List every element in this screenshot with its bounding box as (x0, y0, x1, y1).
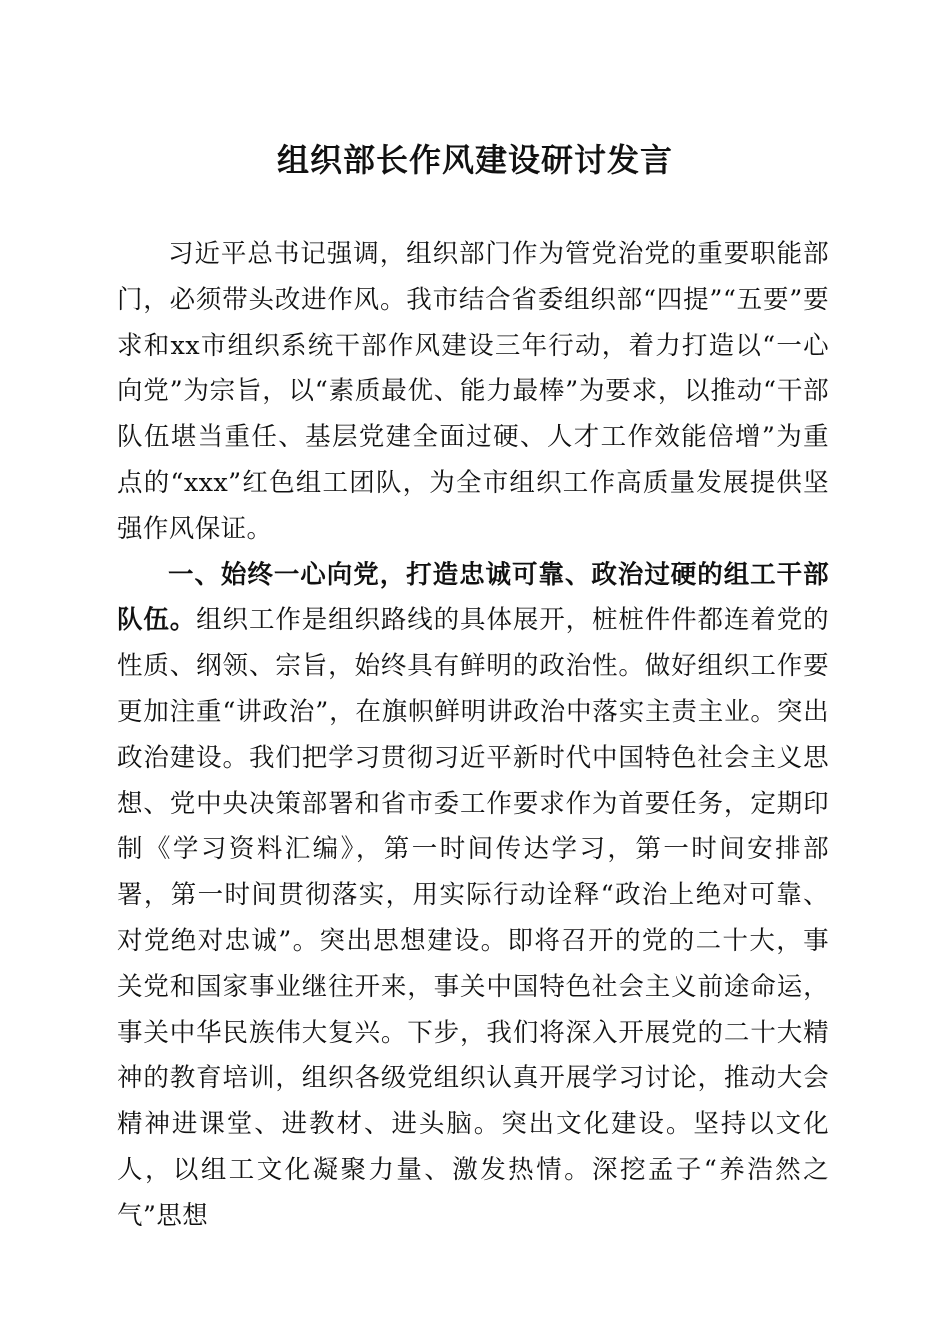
intro-paragraph: 习近平总书记强调，组织部门作为管党治党的重要职能部门，必须带头改进作风。我市结合省委组织部“四提”“五要”要求和xx市组织系统干部作风建设三年行动，着力打造以“一心向党”为宗旨，以“素质最优、能力最棒”为要求，以推动“干部队伍堪当重任、基层党建全面过硬、人才工作效能倍增”为重点的“xxx”红色组工团队，为全市组织工作高质量发展提供坚强作风保证。 (117, 239, 829, 544)
section-1-paragraph (117, 553, 829, 1240)
document-body (117, 232, 829, 1240)
section-1-heading: 一、始终一心向党，打造忠诚可靠、政治过硬的组工干部队伍。 (117, 559, 829, 636)
section-1-body: 组织工作是组织路线的具体展开，桩桩件件都连着党的性质、纲领、宗旨，始终具有鲜明的政治性。做好组织工作要更加注重“讲政治”，在旗帜鲜明讲政治中落实主责主业。突出政治建设。我们把学习贯彻习近平新时代中国特色社会主义思想、党中央决策部署和省市委工作要求作为首要任务，定期印制《学习资料汇编》，第一时间传达学习，第一时间安排部署，第一时间贯彻落实，用实际行动诠释“政治上绝对可靠、对党绝对忠诚”。突出思想建设。即将召开的党的二十大，事关党和国家事业继往开来，事关中国特色社会主义前途命运，事关中华民族伟大复兴。下步，我们将深入开展党的二十大精神的教育培训，组织各级党组织认真开展学习讨论，推动大会精神进课堂、进教材、进头脑。突出文化建设。坚持以文化人，以组工文化凝聚力量、激发热情。深挖孟子“养浩然之气”思想 (117, 605, 829, 1231)
document-title: 组织部长作风建设研讨发言 (276, 141, 673, 179)
